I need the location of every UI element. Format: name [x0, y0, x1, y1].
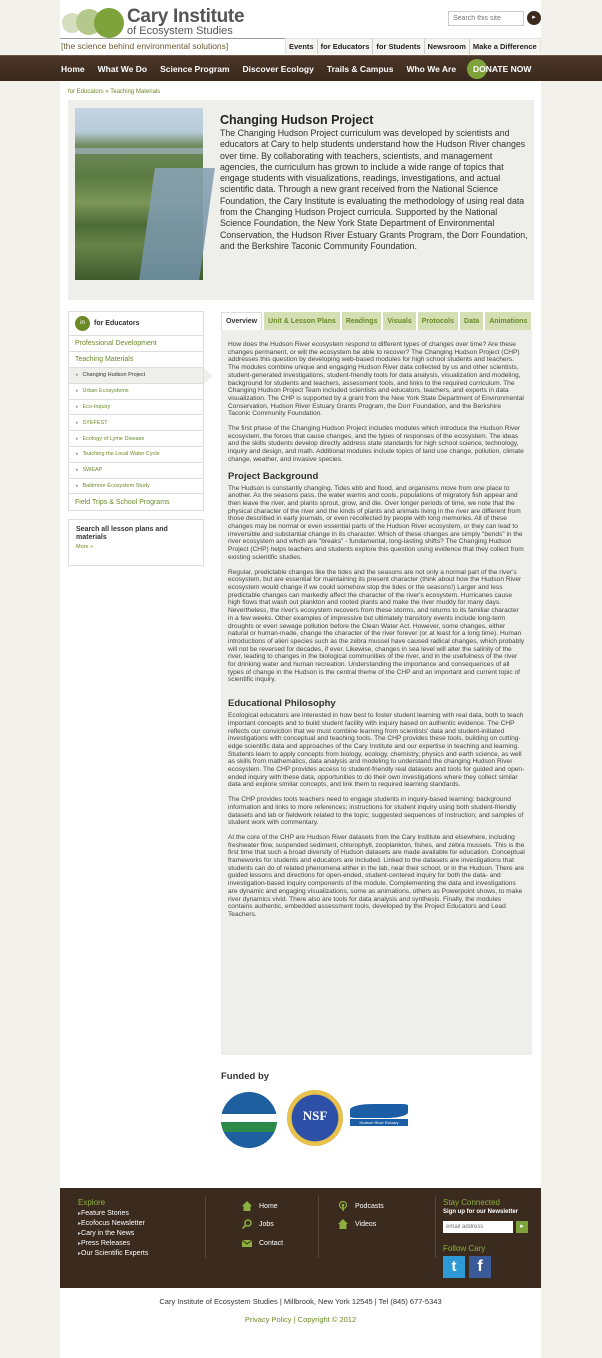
utility-link-newsroom[interactable]: Newsroom	[425, 39, 470, 54]
tab-unit-lesson-plans[interactable]: Unit & Lesson Plans	[264, 312, 340, 330]
lesson-search-more-link[interactable]: More »	[76, 544, 94, 550]
search-input[interactable]	[448, 11, 524, 26]
footer-link-contact[interactable]	[242, 1238, 283, 1248]
background-paragraph: Regular, predictable changes like the tides and the seasons are not only a normal part of the river's ecosystem, but are essential for maintaining its present character (think about how the Hudson River ecosystem would change if we could somehow stop the tides or the seasons!) Larger and less predictable changes can markedly affect the character of the river's ecosystem. Hurricanes cause high flows that wash out plankton and rooted plants and make the river muddy for many days. Nevertheless, the river's ecosystem recovers from these storms, and returns to its familiar character in a few weeks. Other examples of impressive but ultimately transitory events include long-term droughts or even sewage pollution before the Clean Water Act. However, some changes, either natural or human-made, change the character of the river forever (or at least for a long time). Human introductions of alien species such as the zebra mussel have caused radical changes, which probably will not be reversed for decades, if ever. Likewise, changes in sea level will alter the salinity of the river, leading to changes in the biological communities of the river, and in the usefulness of the river for drinking water and human recreation. Understanding the importance and consequences of all types of change in the Hudson is the central theme of the CHP and an important and current topic of scientific inquiry.	[228, 568, 525, 684]
in-badge-icon: in	[75, 316, 90, 331]
intro-text: The Changing Hudson Project curriculum was developed by scientists and educators at Cary to help students understand how the Hudson River changes over time. By collaborating with teachers, scientists, and management agencies, the curriculum has grown to include a wide range of topics that engage students with visualizations, readings, investigations, and actual scientific data. Through a new grant received from the National Science Foundation, the Cary Institute is evaluating the methodology of using real data from the Changing Hudson Project curricula. Supported by the National Science Foundation, the New York State Department of Environmental Conservation, the Hudson River Estuary Grants Program, the Dorr Foundation, and the Berkshire Taconic Community Foundation.	[220, 128, 528, 251]
sidebar-sub-urban-ecosystems[interactable]: ▸ Urban Ecosystems	[69, 384, 203, 400]
nav-home[interactable]: Home	[61, 64, 85, 74]
funded-by-heading: Funded by	[221, 1071, 270, 1082]
hudson-river-photo	[75, 108, 203, 280]
tab-animations[interactable]: Animations	[485, 312, 531, 330]
nav-what-we-do[interactable]: What We Do	[97, 64, 148, 74]
sidebar-heading-label: for Educators	[94, 320, 140, 327]
overview-paragraph: How does the Hudson River ecosystem respond to different types of changes over time? Are these changes permanent, or will the ecosystem be able to recover? The Changing Hudson Project (CHP) addresses this question by developing web-based modules for high school students and teachers. The modules combine unique and engaging Hudson River data collected by us and other scientists, student-generated investigations, student-friendly tools for data analysis, visualization and modeling, background for students and teachers, assessment tools, and links to the required curriculum. The Changing Hudson Project Team included scientists and educators, teachers, and experts in data visualization. The CHP is supported by a grant from the New York State Department of Environmental Conservation, Hudson River Estuary Grants Program, the Dorr Foundation, and the Berkshire Taconic Community Foundation.	[228, 341, 524, 418]
footer-link-home[interactable]	[242, 1201, 278, 1211]
hudson-estuary-logo[interactable]	[350, 1104, 408, 1126]
overview-paragraph: The first phase of the Changing Hudson Project includes modules which introduce the Hudson River ecosystem, the forces that cause changes, and the types of responses of the ecosystem. The ideas and the skills students develop directly address state standards for high school science, technology, inquiry and design, and math. Additional modules include topics of land use change, pollution, climate change, weather, and invasive species.	[228, 425, 524, 463]
footer-link-videos[interactable]	[338, 1219, 376, 1229]
nav-who-we-are[interactable]: Who We Are	[406, 64, 457, 74]
privacy-copyright-links[interactable]: Privacy Policy | Copyright © 2012	[244, 1315, 357, 1324]
nsf-logo[interactable]	[287, 1090, 343, 1146]
footer-explore-heading: Explore	[78, 1198, 106, 1207]
tab-readings[interactable]: Readings	[342, 312, 382, 330]
sidebar-item-professional-development[interactable]: Professional Development	[69, 336, 203, 352]
logo-icon[interactable]	[62, 7, 124, 39]
philosophy-paragraph: At the core of the CHP are Hudson River datasets from the Cary Institute and elsewhere, including freshwater flow, suspended sediment, chlorophyll, zooplankton, fishes, and zebra mussels. This is the first time that such a broad diversity of Hudson datasets are made available for education. Conceptual frameworks for students and educators are included. Linked to the datasets are investigations that students can do of related phenomena either in the lab, near their school, or in the Hudson. There are guided lessons and directions for open-ended, student-centered inquiry for both the data- and investigation-based inquiry components of the module. Complementing the data and investigations are dynamic and engaging visualizations, some as animations, others as Powerpoint shows, to make river dynamics vivid. There also are tools for data analysis and synthesis. Finally, the modules contains authentic, embedded assessment tools, developed by the Project Educators and Lead Teachers.	[228, 833, 525, 918]
sturgeon-icon	[350, 1104, 408, 1118]
logo-subtitle[interactable]: of Ecosystem Studies	[127, 25, 233, 37]
sidebar-sub-lyme-disease[interactable]: ▸ Ecology of Lyme Disease	[69, 431, 203, 447]
podcast-icon	[338, 1201, 348, 1211]
utility-link-educators[interactable]: for Educators	[318, 39, 374, 54]
tagline: [the science behind environmental solutions]	[61, 41, 229, 51]
footer-link-jobs-label: Jobs	[259, 1220, 274, 1228]
content-tabs	[221, 312, 533, 330]
footer-link-press-releases[interactable]: ▸ Press Releases	[78, 1239, 148, 1249]
footer-divider	[205, 1196, 206, 1258]
footer-link-experts[interactable]: ▸ Our Scientific Experts	[78, 1249, 148, 1259]
footer-link-podcasts-label: Podcasts	[355, 1202, 384, 1210]
sidebar-sub-syefest[interactable]: ▸ SYEFEST	[69, 415, 203, 431]
donate-button[interactable]	[467, 59, 536, 79]
footer-link-jobs[interactable]	[242, 1219, 274, 1229]
sidebar-item-field-trips[interactable]: Field Trips & School Programs	[75, 498, 170, 506]
logo-title[interactable]: Cary Institute	[127, 6, 245, 27]
philosophy-paragraph: Ecological educators are interested in how best to foster student learning with real data, both to teach important concepts and to build student facility with inquiry based on authentic evidence. The CHP reflects our conviction that we must combine learning from scientists' data and student-initiated investigations with conceptual and teaching tools. The CHP provides these tools, building on cutting-edge scientific data and approaches of the Cary Institute and our expertise in teaching and learning. Students learn to apply concepts from biology, ecology, chemistry, physics and earth science, as well as skills from mathematics, data analysis and modeling to understand the changing Hudson River ecosystem. The CHP provides access to student-friendly real datasets and tools for guided and open-ended inquiry with these data, opportunities to do their own investigations where they collect similar data and explore similar concepts, and link them to required learning standards.	[228, 712, 525, 789]
sidebar-sub-baltimore[interactable]: ▸ Baltimore Ecosystem Study	[69, 479, 203, 495]
tab-data[interactable]: Data	[460, 312, 483, 330]
utility-link-make-difference[interactable]: Make a Difference	[472, 42, 537, 51]
footer-explore-list	[78, 1209, 148, 1259]
donate-label: DONATE NOW	[473, 64, 532, 74]
nsf-logo-label: NSF	[302, 1108, 328, 1123]
footer-link-videos-label: Videos	[355, 1220, 377, 1228]
utility-nav	[285, 38, 541, 54]
estuary-logo-label: Hudson River Estuary	[350, 1119, 408, 1126]
page-title: Changing Hudson Project	[220, 113, 374, 127]
lesson-search-box	[68, 519, 204, 566]
newsletter-signup-label: Sign up for our Newsletter	[443, 1209, 519, 1215]
lesson-search-title: Search all lesson plans and materials	[76, 526, 168, 541]
footer-divider	[318, 1196, 319, 1258]
heading-educational-philosophy: Educational Philosophy	[228, 698, 336, 710]
footer-link-ecofocus[interactable]: ▸ Ecofocus Newsletter	[78, 1219, 148, 1229]
sidebar-sub-sweap[interactable]: ▸ SWEAP	[69, 463, 203, 479]
heading-project-background: Project Background	[228, 470, 319, 482]
tab-overview[interactable]: Overview	[221, 312, 262, 330]
sidebar-sub-eco-inquiry[interactable]: ▸ Eco-Inquiry	[69, 400, 203, 416]
footer-link-podcasts[interactable]	[338, 1201, 384, 1211]
video-house-icon	[338, 1219, 348, 1229]
stay-connected-heading: Stay Connected	[443, 1198, 500, 1207]
footer-link-cary-news[interactable]: ▸ Cary in the News	[78, 1229, 148, 1239]
nav-science-program[interactable]: Science Program	[160, 64, 230, 74]
tab-visuals[interactable]: Visuals	[383, 312, 415, 330]
footer-link-contact-label: Contact	[259, 1239, 284, 1247]
sidebar	[68, 311, 204, 511]
breadcrumb[interactable]: for Educators » Teaching Materials	[68, 89, 161, 95]
sidebar-sub-water-cycle[interactable]: ▸ Teaching the Local Water Cycle	[69, 447, 203, 463]
footer-link-feature-stories[interactable]: ▸ Feature Stories	[78, 1209, 148, 1219]
nav-trails-campus[interactable]: Trails & Campus	[326, 64, 394, 74]
facebook-icon[interactable]: f	[469, 1256, 491, 1278]
magnifier-icon	[242, 1219, 252, 1229]
footer-address: Cary Institute of Ecosystem Studies | Millbrook, New York 12545 | Tel (845) 677-5343	[159, 1297, 442, 1306]
nys-dec-logo[interactable]	[221, 1092, 277, 1148]
logo-divider	[60, 38, 292, 39]
nav-discover-ecology[interactable]: Discover Ecology	[242, 64, 314, 74]
sidebar-item-teaching-materials[interactable]: Teaching Materials	[69, 352, 203, 368]
footer-divider	[435, 1196, 436, 1258]
overview-content	[221, 330, 532, 1055]
main-nav	[0, 55, 602, 81]
tab-protocols[interactable]: Protocols	[418, 312, 458, 330]
utility-link-students[interactable]: for Students	[373, 39, 424, 54]
twitter-icon[interactable]: t	[443, 1256, 465, 1278]
sidebar-sub-changing-hudson[interactable]: ▸ Changing Hudson Project	[69, 368, 203, 384]
email-submit-button[interactable]: ▸	[516, 1221, 528, 1233]
follow-heading: Follow Cary	[443, 1244, 486, 1253]
email-field[interactable]	[443, 1221, 513, 1233]
sidebar-heading[interactable]	[69, 312, 203, 336]
search-button[interactable]: ▸	[527, 11, 541, 25]
footer-link-home-label: Home	[259, 1202, 278, 1210]
utility-link-events[interactable]: Events	[286, 39, 318, 54]
background-paragraph: The Hudson is constantly changing. Tides ebb and flood, and organisms move from one place to another. As the seasons pass, the water warms and cools, populations of migratory fish appear and then leave the river, and plants sprout, grow, and die. Over longer periods of time, we note that the physical character of the river and the kinds of plants and animals living in the river are different from those described in early journals, or even recollected by people with long memories. All of these changes may be normal or even essential parts of the Hudson River ecosystem, or they can lead to irreversible and substantial change in its character. Which of these changes are simply "bends" in the river ecosystem and which are "breaks" - fundamental, long-lasting shifts? The Changing Hudson Project (CHP) helps teachers and students explore this question using evidence that they collect from existing scientific studies.	[228, 484, 524, 561]
philosophy-paragraph: The CHP provides tools teachers need to engage students in inquiry-based learning: background information and links to more references; instructions for student inquiry using both student-friendly datasets and lab or fieldwork related to the topic; suggested sequences of instruction; and samples of student work with commentary.	[228, 796, 524, 827]
envelope-icon	[242, 1238, 252, 1248]
home-icon	[242, 1201, 252, 1211]
